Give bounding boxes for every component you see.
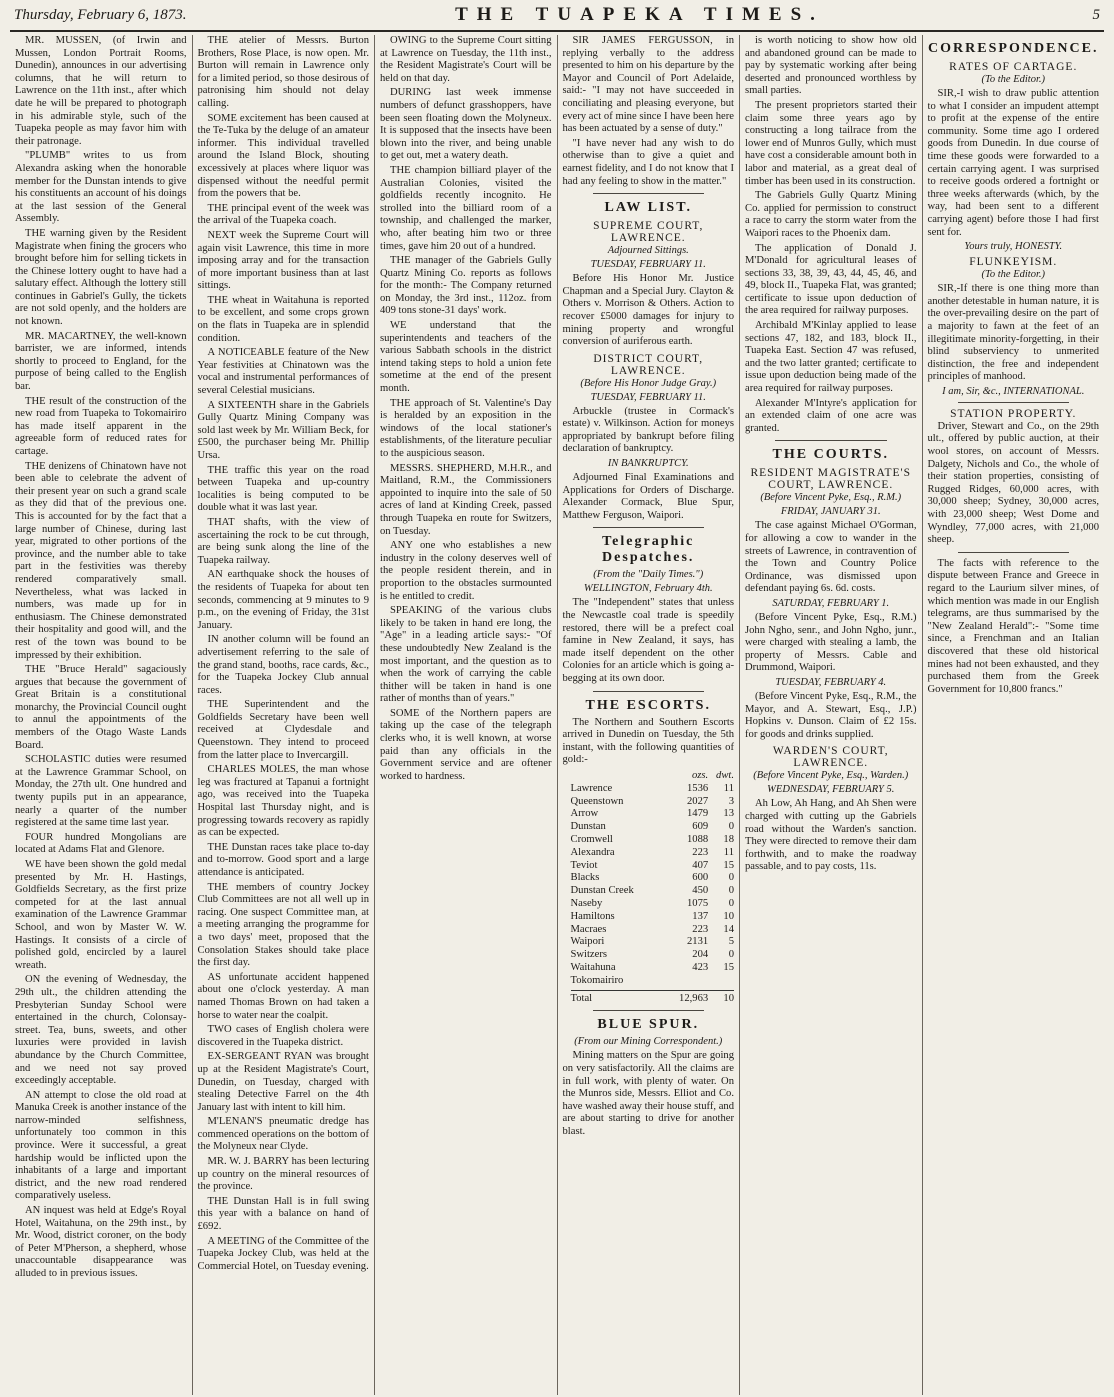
article-paragraph: NEXT week the Supreme Court will again visit Lawrence, this time in more imposing array and for the transaction of more important business than at last sittings.: [197, 229, 369, 292]
article-paragraph: SIR JAMES FERGUSSON, in replying verbally to the address presented to him on his departure by the Mayor and Council of Port Adelaide, said:- "I may not have succeeded in conciliating and pleasing everyone, but every act of mine since I have been here has been actuated by a sense of duty.": [562, 35, 734, 135]
gold-escort-table: [571, 770, 735, 1005]
table-cell-place: Naseby: [570, 897, 603, 909]
article-paragraph: THE members of country Jockey Club Committees are not all well up in racing. One suspect Committee man, at a meeting arranging the programme for a two days' meet, proposed that the Consolation Stakes should take place the first day.: [197, 881, 369, 969]
article-paragraph: SIR,-I wish to draw public attention to what I consider an impudent attempt to profit at the expense of the entire community. Some time ago I ordered goods from Dunedin. In due course of time these goods were forwarded to a certain carrying agent. I was surprised to receive goods ordered a fortnight or three weeks afterwards (which, by the way, had been sent to a different carrying agent) before those I had first sent for.: [927, 88, 1099, 238]
article-paragraph: AN attempt to close the old road at Manuka Creek is another instance of the narrow-minded selfishness, unfortunately too common in this province. Were it successful, a great hardship would be inflicted upon the inhabitants of a large and important district, and the new road rendered comparatively useless.: [15, 1089, 187, 1202]
table-cell-oz: [665, 975, 708, 988]
table-cell-oz: 223: [692, 846, 709, 858]
article-paragraph: SOME excitement has been caused at the Te-Tuka by the deluge of an amateur informer. This individual travelled around the Island Block, shouting excessively at places where liquor was dispensed without the needful permit from the powers that be.: [197, 112, 369, 200]
columns: [10, 35, 1104, 1395]
page-number: 5: [1092, 6, 1100, 23]
court-subtitle: (Before His Honor Judge Gray.): [580, 377, 717, 389]
blue-spur-source: (From our Mining Correspondent.): [574, 1036, 723, 1048]
article-paragraph: Arbuckle (trustee in Cormack's estate) v. Wilkinson. Action for moneys appropriated by bankrupt before filing declaration of bankruptcy.: [562, 405, 734, 455]
article-paragraph: The application of Donald J. M'Donald for agricultural leases of sections 33, 38, 39, 43, 44, 45, 46, and 49, block II., Tuapeka Flat, was granted; certificate to issue upon deduction of the area required for railway purposes.: [745, 242, 917, 317]
newspaper-title: THE TUAPEKA TIMES.: [455, 4, 824, 25]
table-row: [571, 936, 735, 949]
article-paragraph: is worth noticing to show how old and abandoned ground can be made to pay by systematic working after being deserted and pronounced worthless by small parties.: [745, 35, 917, 97]
article-paragraph: The facts with reference to the dispute between France and Greece in regard to the Laurium silver mines, of which mention was made in our English telegrams, are thus summarised by the "New Zealand Herald":- "Some time since, a Frenchman and an Italian discovered that these old historical mines had not been exhausted, and they purchased them from the Greek Government for 10,800 francs.": [927, 557, 1099, 695]
article-paragraph: THE Superintendent and the Goldfields Secretary have been well received at Clydesdale and Queenstown. They intend to proceed from the latter place to Invercargill.: [197, 699, 369, 761]
court-subtitle: Adjourned Sittings.: [607, 245, 689, 257]
article-paragraph: AS unfortunate accident happened about one o'clock yesterday. A man named Thomas Brown on had taken a horse to water near the coalpit.: [197, 971, 369, 1021]
article-paragraph: A NOTICEABLE feature of the New Year festivities at Chinatown was the vocal and instrumental performances of several Celestial musicians.: [197, 347, 369, 397]
table-row: [571, 783, 735, 796]
table-row: [571, 962, 735, 975]
article-paragraph: MR. MUSSEN, (of Irwin and Mussen, London Portrait Rooms, Dunedin), announces in our advertising columns, that he will return to Lawrence on the 11th inst., after which date he will be prepared to photograph in his admirable style, such of the Tuapeka people as may favor him with their patronage.: [15, 35, 187, 147]
table-total-cell: Total: [570, 992, 593, 1004]
table-cell-oz: 2131: [687, 936, 709, 948]
telegraph-dateline: WELLINGTON, February 4th.: [583, 583, 713, 595]
table-cell-place: Queenstown: [570, 795, 624, 807]
court-date: FRIDAY, JANUARY 31.: [780, 506, 881, 518]
article-paragraph: EX-SERGEANT RYAN was brought up at the Resident Magistrate's Court, Dunedin, on Tuesday, charged with stealing Detective Farrel on the 4th January last with intent to kill him.: [197, 1051, 369, 1113]
table-cell-oz: 2027: [687, 795, 709, 807]
article-paragraph: Adjourned Final Examinations and Applications for Orders of Discharge. Alexander Cormack, Blue Spur, Matthew Ferguson, Waipori.: [562, 472, 734, 521]
table-cell-oz: 600: [692, 872, 709, 884]
column-3: [375, 35, 558, 1395]
table-row: [571, 885, 735, 898]
article-paragraph: "I have never had any wish to do otherwise than to give a quiet and earnest fidelity, and I do not know that I had any feeling to show in the matter.": [562, 137, 734, 187]
article-paragraph: THE wheat in Waitahuna is reported to be excellent, and some crops grown on the flats in Tuapeka are in splendid condition.: [197, 294, 369, 344]
article-paragraph: (Before Vincent Pyke, Esq., R.M.) John Ngho, senr., and John Ngho, junr., were charged with stealing a lamb, the property of Messrs. Cable and Drummond, Waipori.: [745, 611, 917, 674]
table-total-cell: 12,963: [679, 992, 709, 1004]
article-paragraph: THE traffic this year on the road between Tuapeka and up-country localities is being computed to be double what it was last year.: [197, 464, 369, 514]
table-cell-place: Hamiltons: [570, 910, 615, 922]
table-cell-oz: 1479: [687, 808, 709, 820]
divider: [593, 691, 705, 692]
divider: [958, 402, 1070, 403]
table-cell-dwt: 0: [728, 885, 734, 897]
article-paragraph: A SIXTEENTH share in the Gabriels Gully Quartz Mining Company was sold last week by Mr. William Beck, for £500, the purchaser being Mr. Phillip Ursa.: [197, 399, 369, 461]
court-date: TUESDAY, FEBRUARY 4.: [775, 676, 887, 688]
article-paragraph: THE champion billiard player of the Australian Colonies, visited the goldfields recently incognito. He strolled into the billiard room of a township, and challenged the marker, who, after beating him two or three times, gave him 20 out of a hundred.: [380, 164, 552, 252]
article-paragraph: The Northern and Southern Escorts arrived in Dunedin on Tuesday, the 5th instant, with the following quantities of gold:-: [562, 716, 734, 766]
letter-title: FLUNKEYISM.: [969, 256, 1058, 269]
table-row: [571, 821, 735, 834]
article-paragraph: THE manager of the Gabriels Gully Quartz Mining Co. reports as follows for the month:- The Company returned on Monday, the 3rd inst., 112oz. from 409 tons stone-31 days' work.: [380, 255, 552, 317]
article-paragraph: SPEAKING of the various clubs likely to be taken in hand ere long, the "Age" in a leading article says:- "Of these undoubtedly New Zealand is the most important, and the question as to when the work of carrying the cable thither will be taken in hand is one rather of months than of years.": [380, 605, 552, 705]
article-paragraph: MR. W. J. BARRY has been lecturing up country on the mineral resources of the province.: [197, 1156, 369, 1193]
table-cell-dwt: 18: [723, 833, 734, 845]
table-cell-place: Lawrence: [570, 782, 613, 794]
column-1: [10, 35, 193, 1395]
article-paragraph: MR. MACARTNEY, the well-known barrister, we are informed, intends shortly to proceed to England, for the purpose of being called to the English bar.: [15, 330, 187, 393]
table-cell-place: Blacks: [570, 872, 600, 884]
table-cell-oz: 1088: [687, 833, 709, 845]
masthead: [10, 0, 1104, 32]
column-2: [193, 35, 376, 1395]
table-cell-oz: 1536: [687, 782, 709, 794]
table-row: [571, 949, 735, 962]
divider: [593, 193, 705, 194]
table-cell-dwt: 0: [728, 949, 734, 961]
article-paragraph: DURING last week immense numbers of defunct grasshoppers, have been seen floating down the Molyneux. It is supposed that the insects have been blown into the river, and being unable to get out, met a watery death.: [380, 87, 552, 162]
issue-date: Thursday, February 6, 1873.: [14, 6, 187, 23]
article-paragraph: WE have been shown the gold medal presented by Mr. H. Hastings, Goldfields Secretary, as the first prize competed for at the last annual examination of the Lawrence Grammar School, and won by Master W. W. Hastings. It consists of a circle of polished gold, encircled by a laurel wreath.: [15, 859, 187, 971]
table-row: [571, 975, 735, 988]
article-paragraph: "PLUMB" writes to us from Alexandra asking when the honorable member for the Dunstan intends to give his constituents an account of his doings at the last session of the General Assembly.: [15, 150, 187, 225]
courts-heading: THE COURTS.: [772, 447, 889, 463]
table-cell-oz: 204: [692, 949, 709, 961]
article-paragraph: Alexander M'Intyre's application for an extended claim of one acre was granted.: [745, 397, 917, 434]
letter-signature: I am, Sir, &c., INTERNATIONAL.: [942, 385, 1085, 397]
article-paragraph: SCHOLASTIC duties were resumed at the Lawrence Grammar School, on Monday, the 27th ult. One hundred and twenty pupils put in an appearance, nearly a quarter of the number registered at the same time last year.: [15, 754, 187, 829]
law-list-heading: LAW LIST.: [604, 200, 692, 216]
column-4: [558, 35, 741, 1395]
table-total-row: [571, 990, 735, 1006]
table-row: [571, 847, 735, 860]
article-paragraph: THAT shafts, with the view of ascertaining the rock to be cut through, are being sunk along the line of the Tuapeka railway.: [197, 516, 369, 566]
table-cell-oz: 450: [692, 885, 709, 897]
table-cell-dwt: 14: [723, 923, 734, 935]
table-row: [571, 860, 735, 873]
table-cell-dwt: 0: [728, 872, 734, 884]
article-paragraph: Ah Low, Ah Hang, and Ah Shen were charged with cutting up the Gabriels road without the Warden's sanction. They were directed to remove their dam forthwith, and to make the roadway passable, and to pay costs, 11s.: [745, 798, 917, 873]
letter-signature: Yours truly, HONESTY.: [964, 241, 1063, 253]
table-cell-place: Dunstan Creek: [570, 885, 634, 897]
letter-salutation: (To the Editor.): [981, 269, 1045, 281]
article-paragraph: The Gabriels Gully Quartz Mining Co. applied for permission to construct a race to carry the storm water from the Waipori races to the Phoenix dam.: [745, 190, 917, 239]
correspondence-heading: CORRESPONDENCE.: [928, 41, 1099, 56]
article-paragraph: THE Dunstan Hall is in full swing this year with a balance on hand of £692.: [197, 1195, 369, 1233]
table-cell-place: Arrow: [570, 808, 599, 820]
table-header: dwt.: [716, 769, 734, 781]
section-heading: STATION PROPERTY.: [950, 407, 1077, 420]
table-cell-dwt: 5: [728, 936, 734, 948]
table-row: [571, 924, 735, 937]
article-paragraph: Driver, Stewart and Co., on the 29th ult., offered by public auction, at their wool stores, on account of Messrs. Dalgety, Nichols and Co., the whole of their station properties, consisting of Rugged Ridges, 60,000 acres, with 30,000 sheep; Sydney, 30,000 acres, with 23,000 sheep; West Dome and Wyndley, 77,000 acres, with 21,000 sheep.: [927, 420, 1099, 546]
article-paragraph: ON the evening of Wednesday, the 29th ult., the children attending the Presbyterian Sunday School were entertained in the church, Colonsay-street. Tea, buns, sweets, and other luxuries were provided in lavish abundance by the Church Committee, and we need not say proved exceedingly acceptable.: [15, 974, 187, 1087]
table-cell-place: Macraes: [570, 923, 607, 935]
table-row: [571, 872, 735, 885]
divider: [593, 527, 705, 528]
table-cell-dwt: 0: [728, 897, 734, 909]
table-cell-dwt: 13: [723, 808, 734, 820]
column-6: [923, 35, 1105, 1395]
divider: [958, 552, 1070, 553]
court-name: RESIDENT MAGISTRATE'S COURT, LAWRENCE.: [750, 467, 912, 492]
court-date: TUESDAY, FEBRUARY 11.: [590, 391, 706, 403]
article-paragraph: WE understand that the superintendents and teachers of the various Sabbath schools in the district intend taking steps to hold a union fete sometime at the end of the present month.: [380, 320, 552, 395]
table-cell-place: Switzers: [570, 949, 607, 961]
article-paragraph: A MEETING of the Committee of the Tuapeka Jockey Club, was held at the Commercial Hotel, on Tuesday evening.: [197, 1235, 369, 1272]
article-paragraph: THE "Bruce Herald" sagaciously argues that because the government of Great Britain is a constitutional monarchy, the Provincial Council ought to annul the appointments of the members of the Otago Waste Lands Board.: [15, 664, 187, 751]
court-date: WEDNESDAY, FEBRUARY 5.: [767, 784, 895, 796]
table-total-cell: 10: [723, 992, 734, 1004]
court-name: DISTRICT COURT, LAWRENCE.: [593, 352, 704, 377]
telegraph-heading: Telegraphic Despatches.: [602, 534, 695, 566]
court-name: SUPREME COURT, LAWRENCE.: [593, 220, 704, 245]
telegraph-source: (From the "Daily Times."): [593, 569, 704, 581]
table-cell-place: Dunstan: [570, 821, 606, 833]
article-paragraph: CHARLES MOLES, the man whose leg was fractured at Tapanui a fortnight ago, was received into the Tuapeka Hospital last Thursday night, and is progressing towards recovery as rapidly as can be expected.: [197, 764, 369, 839]
table-cell-dwt: 10: [723, 910, 734, 922]
article-paragraph: THE approach of St. Valentine's Day is heralded by an exposition in the windows of the local stationer's establishments, of the literature peculiar to the auspicious season.: [380, 397, 552, 459]
article-paragraph: AN earthquake shock the houses of the residents of Tuapeka for about ten seconds, commencing at 9 minutes to 9 p.m., on the evening of Friday, the 31st January.: [197, 569, 369, 631]
table-header: ozs.: [691, 769, 709, 781]
article-paragraph: The case against Michael O'Gorman, for allowing a cow to wander in the streets of Lawrence, in contravention of the Town and Country Police Ordinance, was dismissed upon defendant paying 6s. 6d. costs.: [745, 520, 917, 595]
table-cell-place: Waitahuna: [570, 961, 616, 973]
table-cell-oz: 223: [692, 923, 709, 935]
table-header-row: [571, 770, 735, 783]
article-paragraph: Mining matters on the Spur are going on very satisfactorily. All the claims are in full work, with plenty of water. On the Munros side, Messrs. Elliot and Co. have washed away their house stuff, and are about starting to drive for another blast.: [562, 1050, 734, 1137]
court-name: WARDEN'S COURT, LAWRENCE.: [772, 745, 889, 770]
table-cell-dwt: 3: [728, 795, 734, 807]
article-paragraph: FOUR hundred Mongolians are located at Adams Flat and Glenore.: [15, 831, 187, 856]
article-paragraph: Before His Honor Mr. Justice Chapman and a Special Jury. Clayton & Others v. Morrison & Others. Action to recover £5000 damages for injury to mining property and wrongful conversion of auriferous earth.: [562, 273, 734, 348]
column-5: [740, 35, 923, 1395]
table-cell-oz: 609: [692, 821, 709, 833]
table-row: [571, 808, 735, 821]
article-paragraph: ANY one who establishes a new industry in the colony deserves well of the people resident therein, and in proportion to the obstacles surmounted is he entitled to credit.: [380, 540, 552, 602]
blue-spur-heading: BLUE SPUR.: [597, 1017, 700, 1033]
table-cell-oz: 1075: [687, 897, 709, 909]
article-paragraph: MESSRS. SHEPHERD, M.H.R., and Maitland, R.M., the Commissioners appointed to inquire into the sale of 50 acres of land at Kinding Creek, passed through Tuapeka en route for Switzers, on Tuesday.: [380, 462, 552, 537]
court-subtitle: (Before Vincent Pyke, Esq., Warden.): [753, 770, 909, 782]
court-date: TUESDAY, FEBRUARY 11.: [590, 259, 706, 271]
article-paragraph: (Before Vincent Pyke, Esq., R.M., the Mayor, and A. Stewart, Esq., J.P.) Hopkins v. Dunson. Claim of £2 15s. for goods and drinks supplied.: [745, 690, 917, 740]
table-row: [571, 834, 735, 847]
article-paragraph: THE atelier of Messrs. Burton Brothers, Rose Place, is now open. Mr. Burton will remain in Lawrence only for a limited period, so those desirous of patronising him should not delay calling.: [197, 35, 369, 109]
article-paragraph: OWING to the Supreme Court sitting at Lawrence on Tuesday, the 11th inst., the Resident Magistrate's Court will be held on that day.: [380, 35, 552, 84]
article-paragraph: TWO cases of English cholera were discovered in the Tuapeka district.: [197, 1024, 369, 1048]
article-paragraph: The present proprietors started their claim some three years ago by constructing a long tailrace from the lower end of Munros Gully, which must have cost a considerable amount both in labor and material, as a great deal of timber has been used in its construction.: [745, 99, 917, 187]
table-row: [571, 796, 735, 809]
letter-salutation: (To the Editor.): [981, 74, 1045, 85]
divider: [593, 1010, 705, 1011]
table-cell-place: Teviot: [570, 859, 598, 871]
table-cell-dwt: 11: [723, 782, 734, 794]
court-subtitle: (Before Vincent Pyke, Esq., R.M.): [760, 492, 902, 504]
table-cell-place: Cromwell: [570, 833, 613, 845]
table-row: [571, 911, 735, 924]
table-cell-dwt: 15: [723, 859, 734, 871]
escorts-heading: THE ESCORTS.: [585, 697, 711, 713]
court-date: SATURDAY, FEBRUARY 1.: [772, 597, 890, 609]
article-paragraph: The "Independent" states that unless the Newcastle coal trade is speedily restored, there will be a prefect coal famine in New Zealand, it says, has made itself dependent on the other Colonies for an article which is going a-begging at its own door.: [562, 597, 734, 684]
divider: [775, 440, 887, 441]
article-paragraph: SIR,-If there is one thing more than another detestable in human nature, it is the over-prevailing desire on the part of a majority to fawn at the feet of an illegitimate minority-forgetting, in their blind subserviency to unmerited distinction, the free and independent principles of manhood.: [927, 283, 1099, 383]
section-subtitle: IN BANKRUPTCY.: [607, 458, 689, 470]
article-paragraph: AN inquest was held at Edge's Royal Hotel, Waitahuna, on the 29th inst., by Mr. Wood, district coroner, on the body of Peter M'Pherson, a shepherd, whose unaccountable disappearance was alluded to in previous issues.: [15, 1205, 187, 1279]
article-paragraph: M'LENAN'S pneumatic dredge has commenced operations on the bottom of the Molyneux near Clyde.: [197, 1116, 369, 1153]
table-cell-place: Alexandra: [570, 846, 615, 858]
table-cell-dwt: [708, 975, 734, 988]
article-paragraph: THE warning given by the Resident Magistrate when fining the grocers who brought before him for selling tickets in the Chinese lottery ought to have had a salutary effect. Although the lottery still continues in Gabriel's Gully, the tickets are not sold openly, and the holders are not known.: [15, 227, 187, 328]
article-paragraph: THE result of the construction of the new road from Tuapeka to Tokomairiro has made itself apparent in the agreeable form of reduced rates for cartage.: [15, 395, 187, 457]
table-cell-place: Tokomairiro: [570, 974, 624, 986]
article-paragraph: THE principal event of the week was the arrival of the Tuapeka coach.: [197, 202, 369, 227]
table-cell-oz: 407: [692, 859, 709, 871]
article-paragraph: THE Dunstan races take place to-day and to-morrow. Good sport and a large attendance is anticipated.: [197, 841, 369, 878]
article-paragraph: IN another column will be found an advertisement referring to the sale of the grand stand, booths, race cards, &c., for the Tuapeka Jockey Club annual races.: [197, 634, 369, 696]
table-cell-place: Waipori: [570, 936, 605, 948]
table-cell-dwt: 15: [723, 961, 734, 973]
table-cell-oz: 137: [692, 910, 709, 922]
article-paragraph: SOME of the Northern papers are taking up the case of the telegraph clerks who, it is well known, at worse paid than any officials in the Government service and are oftener worked to hardness.: [380, 707, 552, 782]
table-cell-oz: 423: [692, 961, 709, 973]
table-cell-dwt: 11: [723, 846, 734, 858]
table-row: [571, 898, 735, 911]
letter-title: RATES OF CARTAGE.: [949, 61, 1078, 73]
table-cell-dwt: 0: [728, 821, 734, 833]
article-paragraph: THE denizens of Chinatown have not been able to celebrate the advent of their present year on such a grand scale as they did that of the previous one. This is accounted for by the fact that a large number of Chinese, during last year, migrated to other portions of the province, and the number able to take part in the festivities was thereby rendered comparatively small. Nevertheless, what was lacked in numbers, was made up for in enthusiasm. The Chinese demonstrated their hospitality and good will, and the rest of the town was bound to be impressed by their exhibition.: [15, 460, 187, 661]
article-paragraph: Archibald M'Kinlay applied to lease sections 47, 182, and 183, block II., Tuapeka East. Section 47 was refused, and the two latter granted; certificate to issue upon deduction being made of the area required for railway purposes.: [745, 320, 917, 395]
